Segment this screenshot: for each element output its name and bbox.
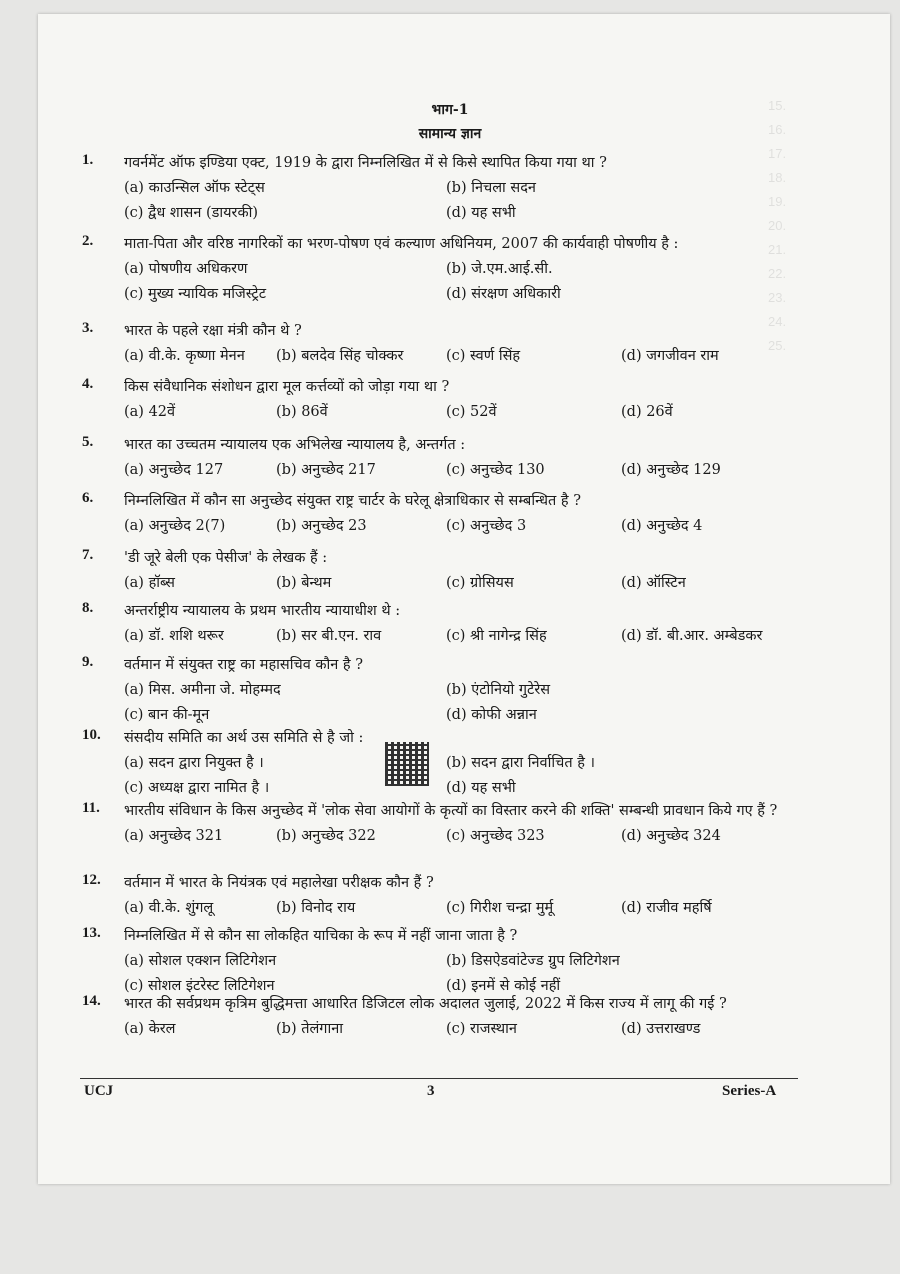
option-d: (d) राजीव महर्षि (621, 900, 712, 916)
option-a: (a) हॉब्स (124, 575, 175, 591)
option-d: (d) 26वें (621, 404, 673, 420)
option-d: (d) इनमें से कोई नहीं (446, 978, 561, 994)
option-c: (c) अनुच्छेद 323 (446, 828, 545, 844)
option-d: (d) जगजीवन राम (621, 348, 719, 364)
option-a: (a) काउन्सिल ऑफ स्टेट्स (124, 180, 265, 196)
question-number: 9. (82, 654, 94, 670)
question-8 (82, 600, 802, 644)
option-d: (d) अनुच्छेद 4 (621, 518, 703, 534)
option-b: (b) बलदेव सिंह चोक्कर (276, 348, 404, 364)
question-4 (82, 376, 802, 420)
question-number: 5. (82, 434, 94, 450)
option-c: (c) ग्रोसियस (446, 575, 514, 591)
option-c: (c) अनुच्छेद 130 (446, 462, 545, 478)
option-a: (a) अनुच्छेद 2(7) (124, 518, 226, 534)
option-b: (b) तेलंगाना (276, 1021, 344, 1037)
question-number: 1. (82, 152, 94, 168)
qr-code-image (385, 742, 429, 786)
option-a: (a) पोषणीय अधिकरण (124, 261, 248, 277)
question-text: किस संवैधानिक संशोधन द्वारा मूल कर्त्तव्यों को जोड़ा गया था ? (124, 379, 450, 395)
question-text: भारत की सर्वप्रथम कृत्रिम बुद्धिमत्ता आधारित डिजिटल लोक अदालत जुलाई, 2022 में किस राज्य में लागू की गई ? (124, 996, 727, 1012)
option-a: (a) अनुच्छेद 321 (124, 828, 224, 844)
question-number: 12. (82, 872, 101, 888)
option-b: (b) बेन्थम (276, 575, 332, 591)
footer-code: UCJ (84, 1083, 114, 1099)
option-c: (c) राजस्थान (446, 1021, 517, 1037)
option-a: (a) केरल (124, 1021, 176, 1037)
question-text: वर्तमान में भारत के नियंत्रक एवं महालेखा परीक्षक कौन हैं ? (124, 875, 434, 891)
option-a: (a) अनुच्छेद 127 (124, 462, 224, 478)
option-a: (a) 42वें (124, 404, 176, 420)
option-d: (d) संरक्षण अधिकारी (446, 286, 561, 302)
option-c: (c) गिरीश चन्द्रा मुर्मू (446, 900, 554, 916)
option-c: (c) मुख्य न्यायिक मजिस्ट्रेट (124, 286, 267, 302)
option-d: (d) यह सभी (446, 205, 516, 221)
question-text: अन्तर्राष्ट्रीय न्यायालय के प्रथम भारतीय न्यायाधीश थे : (124, 603, 401, 619)
option-a: (a) सदन द्वारा नियुक्त है । (124, 755, 264, 771)
option-b: (b) 86वें (276, 404, 328, 420)
question-13 (82, 925, 802, 994)
question-number: 11. (82, 800, 100, 816)
question-number: 14. (82, 993, 101, 1009)
question-number: 8. (82, 600, 94, 616)
option-b: (b) सदन द्वारा निर्वाचित है । (446, 755, 596, 771)
option-a: (a) सोशल एक्शन लिटिगेशन (124, 953, 277, 969)
question-12 (82, 872, 802, 916)
section-heading: सामान्य ज्ञान (418, 126, 482, 142)
question-text: गवर्नमेंट ऑफ इण्डिया एक्ट, 1919 के द्वारा निम्नलिखित में से किसे स्थापित किया गया था ? (124, 155, 607, 171)
option-c: (c) श्री नागेन्द्र सिंह (446, 628, 547, 644)
option-b: (b) जे.एम.आई.सी. (446, 261, 553, 277)
option-d: (d) उत्तराखण्ड (621, 1021, 701, 1037)
part-heading: भाग-1 (431, 102, 469, 118)
bleed-through-text: 15. 16. 17. 18. 19. 20. 21. 22. 23. 24. 25. (768, 98, 787, 353)
question-text: वर्तमान में संयुक्त राष्ट्र का महासचिव कौन है ? (124, 657, 364, 673)
question-6 (82, 490, 802, 534)
question-number: 13. (82, 925, 101, 941)
question-number: 2. (82, 233, 94, 249)
option-c: (c) अनुच्छेद 3 (446, 518, 527, 534)
question-5 (82, 434, 802, 478)
option-d: (d) डॉ. बी.आर. अम्बेडकर (621, 628, 763, 644)
question-1 (82, 152, 802, 221)
footer-rule (80, 1078, 798, 1079)
question-11 (82, 800, 802, 844)
page-number: 3 (427, 1083, 435, 1099)
option-b: (b) निचला सदन (446, 180, 536, 196)
option-d: (d) यह सभी (446, 780, 516, 796)
question-7 (82, 547, 802, 591)
option-b: (b) डिसऐडवांटेज्ड ग्रुप लिटिगेशन (446, 953, 620, 969)
option-c: (c) स्वर्ण सिंह (446, 348, 521, 364)
question-9 (82, 654, 802, 723)
option-a: (a) मिस. अमीना जे. मोहम्मद (124, 682, 281, 698)
option-b: (b) अनुच्छेद 322 (276, 828, 376, 844)
question-10 (82, 727, 802, 796)
option-d: (d) कोफी अन्नान (446, 707, 537, 723)
question-number: 3. (82, 320, 94, 336)
option-b: (b) सर बी.एन. राव (276, 628, 382, 644)
option-c: (c) अध्यक्ष द्वारा नामित है । (124, 780, 270, 796)
question-number: 10. (82, 727, 101, 743)
option-b: (b) विनोद राय (276, 900, 356, 916)
question-number: 6. (82, 490, 94, 506)
question-text: माता-पिता और वरिष्ठ नागरिकों का भरण-पोषण एवं कल्याण अधिनियम, 2007 की कार्यवाही पोषणीय है : (124, 236, 679, 252)
option-c: (c) बान की-मून (124, 707, 210, 723)
option-a: (a) वी.के. कृष्णा मेनन (124, 348, 245, 364)
option-b: (b) अनुच्छेद 217 (276, 462, 376, 478)
option-d: (d) ऑस्टिन (621, 575, 686, 591)
question-2 (82, 233, 802, 302)
series-label: Series-A (722, 1083, 777, 1099)
question-number: 4. (82, 376, 94, 392)
question-3 (82, 320, 802, 364)
question-number: 7. (82, 547, 94, 563)
option-c: (c) सोशल इंटरेस्ट लिटिगेशन (124, 978, 275, 994)
question-text: 'डी जूरे बेली एक पेसीज' के लेखक हैं : (124, 550, 328, 566)
question-text: भारत का उच्चतम न्यायालय एक अभिलेख न्यायालय है, अन्तर्गत : (124, 437, 466, 453)
option-c: (c) 52वें (446, 404, 497, 420)
question-text: निम्नलिखित में से कौन सा लोकहित याचिका के रूप में नहीं जाना जाता है ? (124, 928, 518, 944)
question-text: भारतीय संविधान के किस अनुच्छेद में 'लोक सेवा आयोगों के कृत्यों का विस्तार करने की शक्ति' सम्बन्धी प्रावधान किये गए हैं ? (124, 803, 778, 819)
option-a: (a) डॉ. शशि थरूर (124, 628, 224, 644)
option-c: (c) द्वैध शासन (डायरकी) (124, 205, 259, 221)
question-text: भारत के पहले रक्षा मंत्री कौन थे ? (124, 323, 302, 339)
option-a: (a) वी.के. शुंगलू (124, 900, 214, 916)
option-d: (d) अनुच्छेद 324 (621, 828, 721, 844)
option-d: (d) अनुच्छेद 129 (621, 462, 721, 478)
question-14 (82, 993, 802, 1037)
option-b: (b) अनुच्छेद 23 (276, 518, 367, 534)
option-b: (b) एंटोनियो गुटेरेस (446, 682, 551, 698)
question-text: संसदीय समिति का अर्थ उस समिति से है जो : (124, 730, 364, 746)
question-text: निम्नलिखित में कौन सा अनुच्छेद संयुक्त राष्ट्र चार्टर के घरेलू क्षेत्राधिकार से सम्बन्धित है ? (124, 493, 581, 509)
